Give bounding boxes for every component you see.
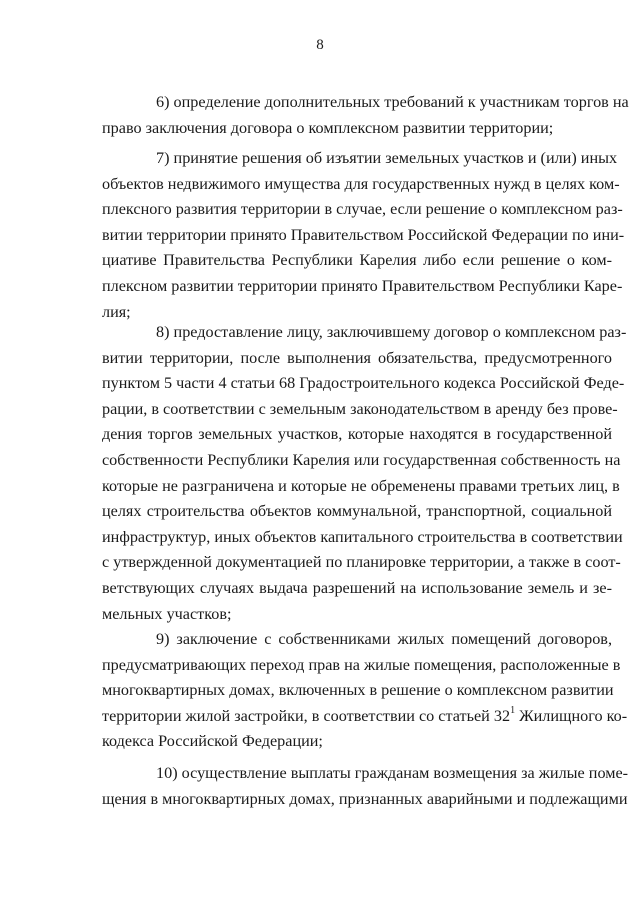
paragraph-line-tail: Жилищного ко- — [515, 706, 628, 725]
paragraph-line: инфраструктур, иных объектов капитального строительства в соответствии — [102, 527, 623, 546]
page-number: 8 — [316, 37, 324, 53]
paragraph-6 — [102, 90, 629, 141]
paragraph-line: циативе Правительства Республики Карелия либо если решение о ком- — [102, 251, 612, 270]
paragraph-line: плексного развития территории в случае, если решение о комплексном раз- — [102, 200, 623, 219]
paragraph-line: 7) принятие решения об изъятии земельных участков и (или) иных — [156, 149, 618, 167]
paragraph-line: пунктом 5 части 4 статьи 68 Градостроительного кодекса Российской Феде- — [102, 374, 625, 393]
paragraph-line: щения в многоквартирных домах, признанных аварийными и подлежащими — [102, 789, 628, 808]
paragraph-line: 8) предоставление лицу, заключившему договор о комплексном раз- — [156, 323, 627, 341]
paragraph-line: кодекса Российской Федерации; — [102, 732, 323, 751]
paragraph-line: 6) определение дополнительных требований к участникам торгов на — [156, 93, 629, 111]
paragraph-line: 10) осуществление выплаты гражданам возмещения за жилые поме- — [156, 764, 629, 782]
paragraph-line: с утвержденной документацией по планировке территории, а также в соот- — [102, 553, 621, 572]
paragraph-line: целях строительства объектов коммунальной, транспортной, социальной — [102, 502, 612, 521]
paragraph-line: ветствующих случаях выдача разрешений на использование земель и зе- — [102, 578, 612, 597]
paragraph-7 — [102, 146, 625, 325]
paragraph-9 — [102, 627, 628, 755]
paragraph-8 — [102, 320, 627, 627]
paragraph-line: витии территории принято Правительством Российской Федерации по ини- — [102, 225, 625, 244]
paragraph-line: мельных участков; — [102, 604, 232, 623]
paragraph-line-with-footnote — [102, 704, 628, 730]
paragraph-line: 9) заключение с собственниками жилых помещений договоров, — [156, 630, 612, 648]
paragraph-line: лия; — [102, 302, 131, 321]
paragraph-line: объектов недвижимого имущества для государственных нужд в целях ком- — [102, 174, 620, 193]
paragraph-line: рации, в соответствии с земельным законодательством в аренду без прове- — [102, 399, 618, 418]
paragraph-line-text: территории жилой застройки, в соответствии со статьей 32 — [102, 706, 511, 725]
paragraph-line: предусматривающих переход прав на жилые помещения, расположенные в — [102, 655, 621, 674]
paragraph-line: право заключения договора о комплексном развитии территории; — [102, 118, 554, 137]
paragraph-line: витии территории, после выполнения обязательства, предусмотренного — [102, 348, 612, 367]
paragraph-line: дения торгов земельных участков, которые находятся в государственной — [102, 425, 612, 444]
paragraph-line: которые не разграничена и которые не обременены правами третьих лиц, в — [102, 476, 620, 495]
paragraph-line: плексном развитии территории принято Правительством Республики Каре- — [102, 276, 623, 295]
paragraph-line: собственности Республики Карелия или государственная собственность на — [102, 450, 621, 469]
paragraph-line: многоквартирных домах, включенных в решение о комплексном развитии — [102, 681, 614, 700]
paragraph-10 — [102, 761, 629, 812]
superscript-marker: 1 — [510, 705, 516, 717]
